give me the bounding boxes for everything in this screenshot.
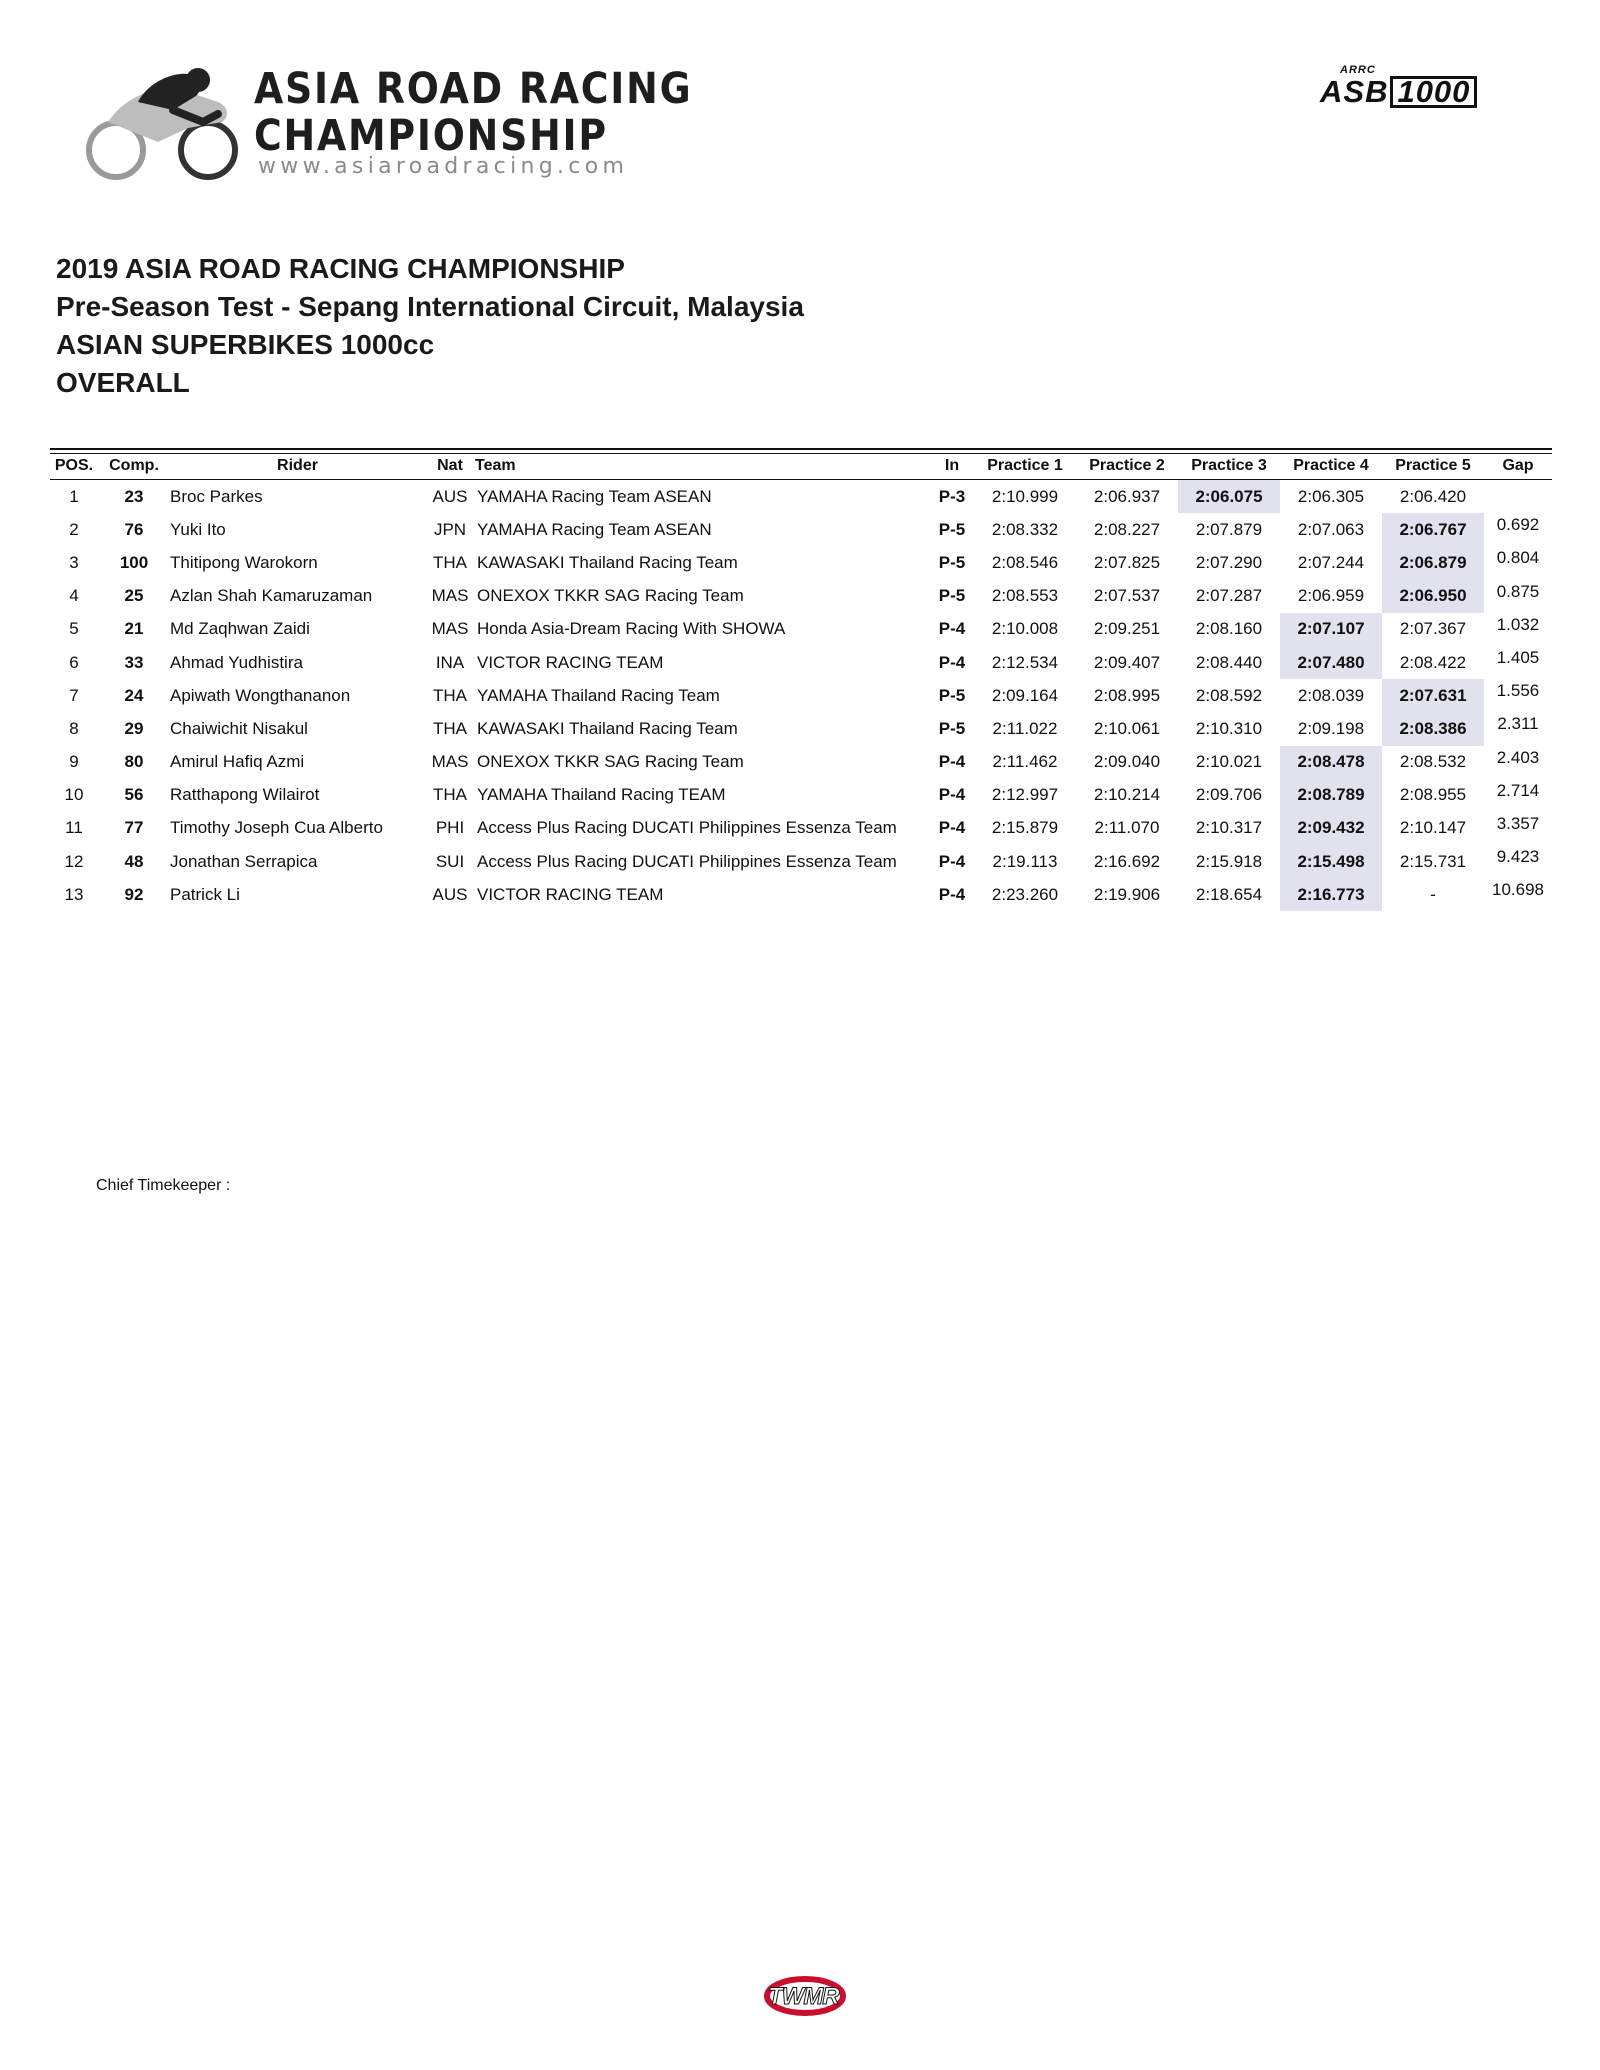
row-practice-5-time: 2:06.950 — [1382, 580, 1484, 613]
asb-logo-prefix: ARRC — [1340, 64, 1376, 76]
row-nationality: AUS — [432, 486, 468, 506]
row-pos: 1 — [69, 486, 79, 506]
row-nationality: THA — [433, 718, 467, 738]
row-pos: 2 — [69, 519, 79, 539]
row-practice-2-time: 2:08.995 — [1093, 685, 1161, 705]
row-gap: 2.311 — [1497, 714, 1539, 734]
row-gap: 10.698 — [1492, 880, 1544, 900]
event-title-line2: Pre-Season Test - Sepang International Circuit, Malaysia — [56, 291, 804, 322]
row-practice-3-time: 2:07.287 — [1195, 586, 1263, 606]
row-practice-1-time: 2:08.332 — [991, 519, 1059, 539]
row-gap: 1.405 — [1496, 647, 1540, 667]
row-practice-3-time: 2:09.706 — [1195, 785, 1263, 805]
row-practice-3-time: 2:10.310 — [1195, 718, 1263, 738]
row-practice-1-time: 2:19.113 — [992, 851, 1058, 871]
row-rider: Jonathan Serrapica — [170, 851, 318, 871]
results-body — [50, 480, 1552, 911]
row-best-session: P-4 — [938, 851, 966, 871]
row-rider: Md Zaqhwan Zaidi — [170, 619, 310, 639]
row-practice-5-time: 2:08.386 — [1382, 712, 1484, 745]
row-practice-2-time: 2:07.537 — [1093, 586, 1161, 606]
motorbike-rider-icon — [78, 62, 258, 187]
row-comp-number: 24 — [124, 685, 144, 705]
row-comp-number: 21 — [124, 619, 144, 639]
timing-provider-logo — [760, 1975, 850, 2017]
header-practice-1: Practice 1 — [987, 457, 1063, 474]
row-pos: 12 — [64, 851, 84, 871]
row-practice-1-time: 2:08.553 — [991, 586, 1059, 606]
row-practice-5-time: 2:08.422 — [1399, 652, 1467, 672]
logo-title-line1: ASIA ROAD RACING — [254, 64, 693, 114]
row-nationality: PHI — [435, 818, 465, 838]
row-comp-number: 33 — [124, 652, 144, 672]
asb1000-logo — [1320, 64, 1550, 110]
row-practice-3-time: 2:07.290 — [1195, 552, 1263, 572]
header-gap: Gap — [1502, 457, 1534, 474]
row-practice-3-time: 2:06.075 — [1178, 480, 1280, 513]
row-practice-2-time: 2:10.214 — [1093, 785, 1161, 805]
asb-logo-name: ASB — [1320, 74, 1389, 109]
row-rider: Thitipong Warokorn — [170, 552, 318, 572]
row-gap: 9.423 — [1496, 847, 1540, 867]
header-practice-5: Practice 5 — [1395, 457, 1471, 474]
row-practice-4-time: 2:07.063 — [1297, 519, 1365, 539]
row-team: YAMAHA Thailand Racing Team — [477, 685, 720, 705]
row-pos: 13 — [64, 884, 84, 904]
table-row — [50, 646, 1552, 679]
row-team: Access Plus Racing DUCATI Philippines Essenza Team — [477, 851, 897, 871]
row-gap: 2.714 — [1496, 780, 1540, 800]
row-practice-3-time: 2:15.918 — [1195, 851, 1263, 871]
row-practice-4-time: 2:07.244 — [1297, 552, 1365, 572]
row-practice-1-time: 2:10.999 — [991, 486, 1059, 506]
row-team: YAMAHA Racing Team ASEAN — [477, 519, 712, 539]
row-comp-number: 80 — [124, 752, 144, 772]
row-practice-4-time: 2:08.039 — [1297, 685, 1365, 705]
row-practice-2-time: 2:06.937 — [1093, 486, 1161, 506]
table-row — [50, 812, 1552, 845]
event-title-line4: OVERALL — [56, 367, 190, 398]
row-best-session: P-5 — [938, 685, 966, 705]
row-practice-2-time: 2:16.692 — [1093, 851, 1161, 871]
row-practice-4-time: 2:16.773 — [1280, 878, 1382, 911]
results-grid — [50, 454, 1552, 911]
row-rider: Apiwath Wongthananon — [170, 685, 351, 705]
row-pos: 9 — [69, 752, 79, 772]
event-title-line1: 2019 ASIA ROAD RACING CHAMPIONSHIP — [56, 253, 625, 284]
row-team: KAWASAKI Thailand Racing Team — [477, 552, 738, 572]
row-practice-4-time: 2:07.107 — [1280, 613, 1382, 646]
row-practice-5-time: 2:08.955 — [1399, 785, 1467, 805]
row-rider: Chaiwichit Nisakul — [170, 718, 308, 738]
row-pos: 3 — [69, 552, 79, 572]
row-best-session: P-4 — [938, 884, 966, 904]
row-gap — [1484, 480, 1552, 513]
row-best-session: P-3 — [938, 486, 966, 506]
row-team: ONEXOX TKKR SAG Racing Team — [477, 586, 744, 606]
results-table — [50, 448, 1552, 911]
row-practice-3-time: 2:10.021 — [1195, 752, 1263, 772]
row-best-session: P-4 — [938, 752, 966, 772]
row-pos: 5 — [69, 619, 79, 639]
row-nationality: THA — [433, 685, 467, 705]
row-rider: Patrick Li — [170, 884, 240, 904]
row-practice-5-time: 2:06.767 — [1382, 513, 1484, 546]
row-rider: Azlan Shah Kamaruzaman — [170, 586, 373, 606]
row-nationality: AUS — [432, 884, 468, 904]
championship-logo — [78, 62, 693, 187]
row-practice-4-time: 2:08.478 — [1280, 746, 1382, 779]
header-in: In — [944, 457, 960, 474]
row-practice-2-time: 2:11.070 — [1094, 818, 1160, 838]
row-team: ONEXOX TKKR SAG Racing Team — [477, 752, 744, 772]
row-practice-3-time: 2:08.440 — [1195, 652, 1263, 672]
row-practice-5-time: - — [1430, 884, 1436, 904]
row-best-session: P-4 — [938, 785, 966, 805]
row-nationality: MAS — [431, 586, 469, 606]
row-practice-1-time: 2:09.164 — [991, 685, 1059, 705]
logo-title-line2: CHAMPIONSHIP — [254, 111, 608, 161]
row-pos: 6 — [69, 652, 79, 672]
row-practice-3-time: 2:07.879 — [1195, 519, 1263, 539]
table-row — [50, 679, 1552, 712]
row-pos: 10 — [64, 785, 84, 805]
table-header-row — [50, 454, 1552, 478]
row-rider: Broc Parkes — [170, 486, 263, 506]
row-practice-1-time: 2:10.008 — [991, 619, 1059, 639]
header-pos: POS. — [54, 457, 94, 474]
table-row — [50, 580, 1552, 613]
row-nationality: INA — [435, 652, 465, 672]
row-practice-2-time: 2:09.040 — [1093, 752, 1161, 772]
row-practice-4-time: 2:07.480 — [1280, 646, 1382, 679]
row-nationality: MAS — [431, 752, 469, 772]
row-practice-2-time: 2:10.061 — [1093, 718, 1161, 738]
row-practice-5-time: 2:06.879 — [1382, 546, 1484, 579]
row-best-session: P-4 — [938, 818, 966, 838]
row-gap: 1.032 — [1496, 614, 1540, 634]
row-practice-3-time: 2:08.592 — [1195, 685, 1263, 705]
row-comp-number: 76 — [124, 519, 144, 539]
header-nat: Nat — [437, 457, 463, 474]
row-practice-3-time: 2:18.654 — [1195, 884, 1263, 904]
table-row — [50, 779, 1552, 812]
table-row — [50, 845, 1552, 878]
row-comp-number: 56 — [124, 785, 144, 805]
header-team: Team — [475, 457, 516, 474]
row-comp-number: 29 — [124, 718, 144, 738]
row-practice-5-time: 2:07.631 — [1382, 679, 1484, 712]
row-practice-1-time: 2:12.534 — [991, 652, 1059, 672]
chief-timekeeper-label: Chief Timekeeper : — [96, 1177, 231, 1194]
row-pos: 11 — [65, 818, 83, 838]
row-practice-4-time: 2:08.789 — [1280, 779, 1382, 812]
row-nationality: MAS — [431, 619, 469, 639]
row-comp-number: 77 — [124, 818, 144, 838]
row-gap: 0.692 — [1496, 515, 1540, 535]
asb-logo-main — [1320, 74, 1477, 110]
table-row — [50, 480, 1552, 513]
table-row — [50, 513, 1552, 546]
row-practice-3-time: 2:08.160 — [1195, 619, 1263, 639]
row-practice-1-time: 2:11.462 — [992, 752, 1058, 772]
row-rider: Ahmad Yudhistira — [170, 652, 303, 672]
row-practice-2-time: 2:09.407 — [1093, 652, 1161, 672]
table-row — [50, 546, 1552, 579]
table-row — [50, 746, 1552, 779]
row-practice-1-time: 2:11.022 — [992, 718, 1058, 738]
row-practice-1-time: 2:23.260 — [991, 884, 1059, 904]
row-team: YAMAHA Racing Team ASEAN — [477, 486, 712, 506]
row-practice-4-time: 2:15.498 — [1280, 845, 1382, 878]
row-practice-5-time: 2:08.532 — [1399, 752, 1467, 772]
header-comp: Comp. — [109, 457, 159, 474]
row-practice-4-time: 2:06.305 — [1297, 486, 1365, 506]
event-title-line3: ASIAN SUPERBIKES 1000cc — [56, 329, 435, 360]
timing-logo-text: TWMR — [768, 1983, 839, 2010]
logo-url: www.asiaroadracing.com — [258, 154, 629, 179]
row-practice-5-time: 2:15.731 — [1399, 851, 1467, 871]
row-gap: 0.804 — [1496, 548, 1540, 568]
row-nationality: JPN — [433, 519, 467, 539]
row-rider: Amirul Hafiq Azmi — [170, 752, 305, 772]
row-gap: 2.403 — [1496, 747, 1540, 767]
table-row — [50, 613, 1552, 646]
row-practice-5-time: 2:07.367 — [1399, 619, 1467, 639]
row-gap: 0.875 — [1496, 581, 1540, 601]
logo-title — [254, 66, 692, 160]
row-practice-2-time: 2:07.825 — [1093, 552, 1161, 572]
row-practice-4-time: 2:06.959 — [1297, 586, 1365, 606]
row-comp-number: 25 — [124, 586, 144, 606]
row-pos: 7 — [69, 685, 79, 705]
row-team: Access Plus Racing DUCATI Philippines Essenza Team — [477, 818, 897, 838]
header-practice-3: Practice 3 — [1191, 457, 1267, 474]
row-best-session: P-5 — [938, 552, 966, 572]
row-best-session: P-5 — [938, 718, 966, 738]
row-gap: 1.556 — [1496, 681, 1540, 701]
row-comp-number: 100 — [119, 552, 149, 572]
row-pos: 4 — [69, 586, 79, 606]
row-nationality: SUI — [435, 851, 465, 871]
row-practice-1-time: 2:08.546 — [991, 552, 1059, 572]
row-practice-1-time: 2:12.997 — [991, 785, 1059, 805]
row-practice-1-time: 2:15.879 — [991, 818, 1059, 838]
event-titles — [56, 250, 804, 402]
row-rider: Ratthapong Wilairot — [170, 785, 320, 805]
row-practice-2-time: 2:19.906 — [1093, 884, 1161, 904]
asb-logo-number: 1000 — [1390, 76, 1477, 108]
row-nationality: THA — [433, 552, 467, 572]
row-practice-2-time: 2:09.251 — [1093, 619, 1161, 639]
row-best-session: P-4 — [938, 652, 966, 672]
row-comp-number: 48 — [124, 851, 144, 871]
row-best-session: P-5 — [938, 586, 966, 606]
row-comp-number: 23 — [124, 486, 144, 506]
header-practice-2: Practice 2 — [1089, 457, 1165, 474]
table-row — [50, 878, 1552, 911]
row-practice-5-time: 2:10.147 — [1399, 818, 1467, 838]
row-rider: Timothy Joseph Cua Alberto — [170, 818, 383, 838]
row-team: YAMAHA Thailand Racing TEAM — [477, 785, 726, 805]
row-gap: 3.357 — [1496, 813, 1540, 833]
table-row — [50, 712, 1552, 745]
row-team: Honda Asia-Dream Racing With SHOWA — [477, 619, 786, 639]
row-practice-2-time: 2:08.227 — [1093, 519, 1161, 539]
table-top-rule — [50, 448, 1552, 450]
row-practice-5-time: 2:06.420 — [1399, 486, 1467, 506]
row-comp-number: 92 — [124, 884, 144, 904]
row-pos: 8 — [69, 718, 79, 738]
header-practice-4: Practice 4 — [1293, 457, 1369, 474]
row-best-session: P-5 — [938, 519, 966, 539]
row-practice-3-time: 2:10.317 — [1195, 818, 1263, 838]
row-team: KAWASAKI Thailand Racing Team — [477, 718, 738, 738]
row-rider: Yuki Ito — [170, 519, 226, 539]
row-practice-4-time: 2:09.432 — [1280, 812, 1382, 845]
row-best-session: P-4 — [938, 619, 966, 639]
row-team: VICTOR RACING TEAM — [477, 652, 664, 672]
row-team: VICTOR RACING TEAM — [477, 884, 664, 904]
row-nationality: THA — [433, 785, 467, 805]
row-practice-4-time: 2:09.198 — [1297, 718, 1365, 738]
header-rider: Rider — [277, 457, 318, 474]
